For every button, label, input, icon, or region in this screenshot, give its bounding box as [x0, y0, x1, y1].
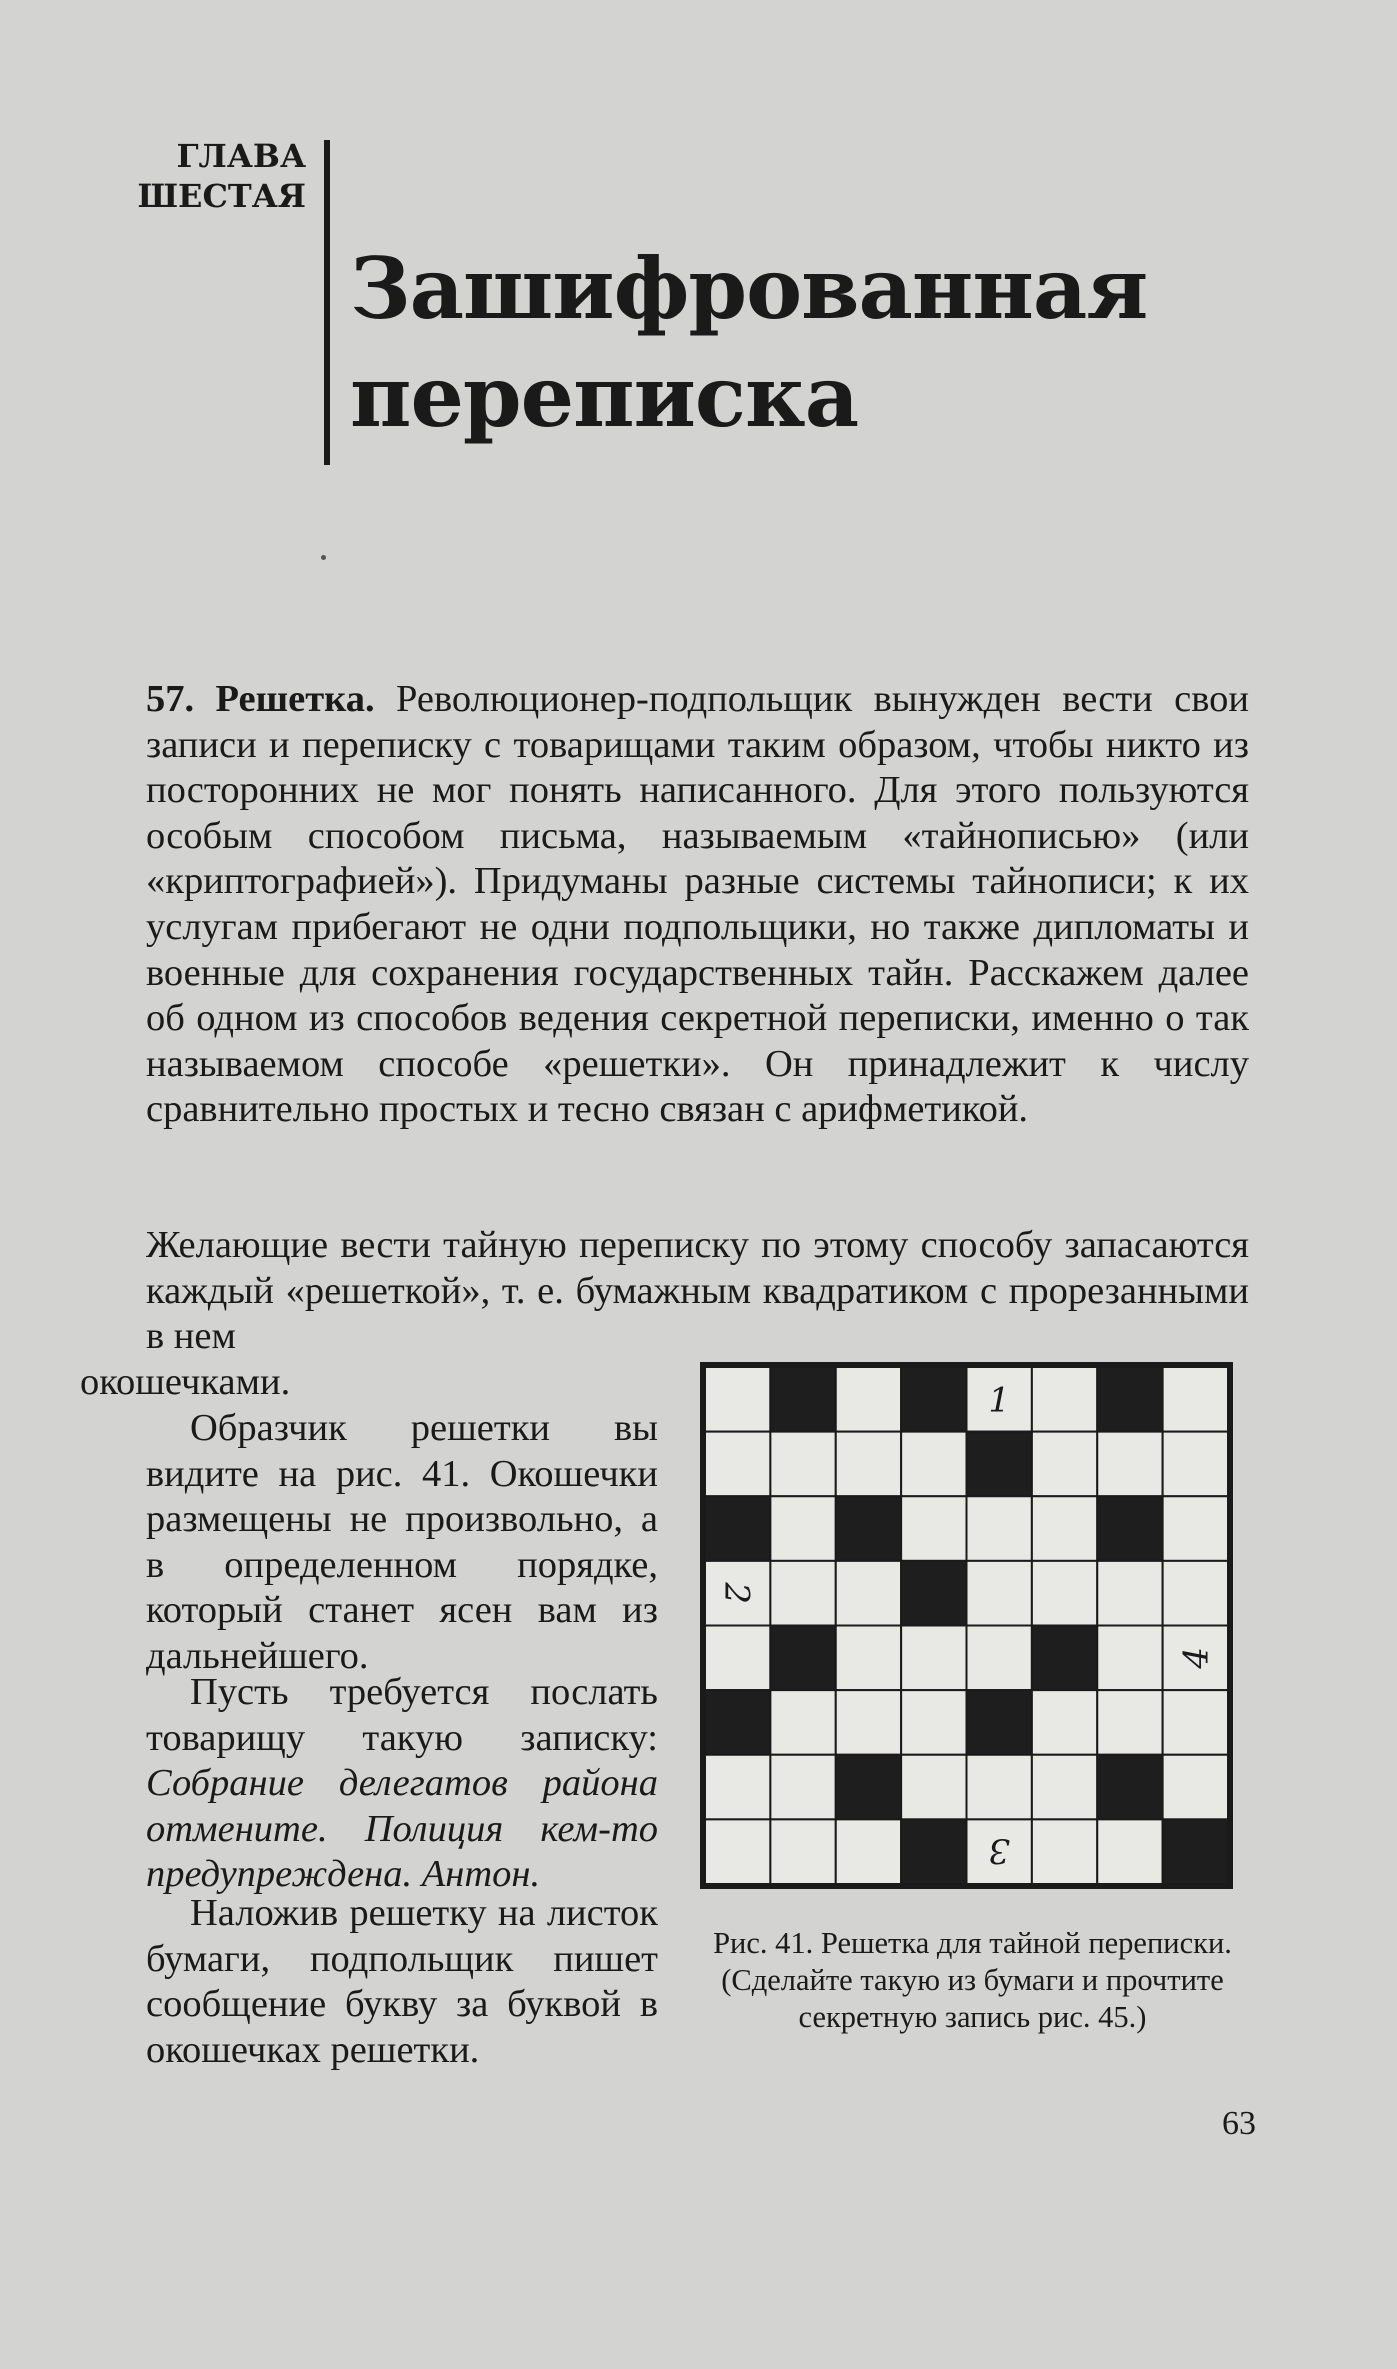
grid-cell-light: [705, 1432, 770, 1497]
chapter-label: [136, 136, 306, 216]
grid-cell-light: [1032, 1690, 1097, 1755]
grid-cell-dark: [770, 1367, 835, 1432]
grid-cell-light: [1163, 1690, 1228, 1755]
grid-cell-dark: [1097, 1367, 1162, 1432]
grid-cell-light: [967, 1496, 1032, 1561]
grid-label-2: 2: [716, 1582, 757, 1605]
grid-cell-dark: [901, 1561, 966, 1626]
paragraph-3: [146, 1406, 658, 1680]
grid-cell-light: [1097, 1561, 1162, 1626]
grid-cell-light: [836, 1432, 901, 1497]
paragraph-4-lead: Пусть требуется послать товарищу такую записку:: [146, 1671, 658, 1759]
grid-cell-light: [1032, 1561, 1097, 1626]
cipher-grid-figure: [700, 1362, 1233, 1889]
grid-cell-dark: [1097, 1755, 1162, 1820]
paragraph-4: [146, 1670, 658, 1898]
figure-caption: Рис. 41. Решетка для тайной переписки. (Сделайте такую из бумаги и прочтите секретную запись рис. 45.): [713, 1926, 1232, 2034]
section-heading: Решетка.: [215, 678, 375, 720]
paragraph-1: [146, 677, 1249, 1133]
grid-cell-light: [770, 1819, 835, 1884]
page-number: 63: [1222, 2105, 1256, 2142]
cipher-grid: [705, 1367, 1228, 1884]
grid-cell-light: [901, 1496, 966, 1561]
grid-cell-light: [901, 1432, 966, 1497]
grid-cell-light: [901, 1626, 966, 1691]
grid-cell-light: [1032, 1819, 1097, 1884]
grid-cell-light: [901, 1690, 966, 1755]
grid-cell-dark: [1032, 1626, 1097, 1691]
grid-cell-dark: [967, 1432, 1032, 1497]
grid-cell-light: [901, 1755, 966, 1820]
grid-cell-dark: [836, 1755, 901, 1820]
grid-cell-light: [1097, 1819, 1162, 1884]
paragraph-2-tail: окошечками.: [80, 1361, 291, 1403]
grid-cell-light: [1032, 1367, 1097, 1432]
grid-cell-light: [836, 1690, 901, 1755]
grid-label-1: 1: [988, 1380, 1011, 1421]
chapter-label-line2: ШЕСТАЯ: [137, 177, 306, 215]
grid-label-4: 4: [1176, 1646, 1217, 1669]
chapter-title: [350, 235, 1148, 451]
grid-cell-light: [1032, 1496, 1097, 1561]
grid-cell-dark: [901, 1819, 966, 1884]
grid-cell-light: [1163, 1755, 1228, 1820]
grid-cell-light: [836, 1626, 901, 1691]
grid-cell-light: [770, 1496, 835, 1561]
grid-cell-light: [770, 1432, 835, 1497]
paragraph-5: [146, 1891, 658, 2073]
grid-cell-dark: [967, 1690, 1032, 1755]
chapter-title-line2: переписка: [350, 347, 859, 446]
grid-cell-dark: [705, 1690, 770, 1755]
section-number: 57.: [146, 678, 195, 720]
grid-cell-light: [836, 1819, 901, 1884]
paragraph-1-text: Революционер-подпольщик вынужден вести свои записи и переписку с товарищами таким образом, чтобы никто из посторонних не мог понять написанного. Для этого пользуются особым способом письма, называемым «тайнописью» (или «криптографией»). Придуманы разные системы тайнописи; к их услугам прибегают не одни подпольщики, но также дипломаты и военные для сохранения государственных тайн. Расскажем далее об одном из способов ведения секретной переписки, именно о так называемом способе «решетки». Он принадлежит к числу сравнительно простых и тесно связан с арифметикой.: [146, 678, 1250, 1131]
grid-cell-dark: [1163, 1819, 1228, 1884]
grid-cell-light: [770, 1755, 835, 1820]
grid-cell-light: [1163, 1367, 1228, 1432]
grid-cell-dark: [770, 1626, 835, 1691]
grid-cell-light: [836, 1367, 901, 1432]
paragraph-5-text: Наложив решетку на листок бумаги, подпольщик пишет сообщение букву за буквой в окошечках решетки.: [146, 1892, 658, 2071]
grid-label-3: 3: [988, 1830, 1011, 1871]
grid-cell-light: [770, 1690, 835, 1755]
grid-cell-light: [705, 1755, 770, 1820]
grid-cell-light: [705, 1819, 770, 1884]
grid-cell-light: [967, 1626, 1032, 1691]
print-speck: [321, 555, 326, 560]
grid-cell-light: [705, 1626, 770, 1691]
paragraph-3-text: Образчик решетки вы видите на рис. 41. Окошечки размещены не произвольно, а в определенном порядке, который станет ясен вам из дальнейшего.: [146, 1407, 658, 1677]
grid-cell-light: [770, 1561, 835, 1626]
paragraph-2: [146, 1223, 1249, 1360]
grid-cell-light: [705, 1367, 770, 1432]
grid-cell-light: [1032, 1755, 1097, 1820]
secret-note: Собрание делегатов района отмените. Полиция кем-то предупреждена. Антон.: [146, 1762, 658, 1896]
grid-cell-light: [1032, 1432, 1097, 1497]
grid-cell-dark: [1097, 1496, 1162, 1561]
chapter-label-line1: ГЛАВА: [176, 137, 306, 175]
grid-cell-light: [1163, 1496, 1228, 1561]
grid-cell-dark: [705, 1496, 770, 1561]
grid-cell-light: [836, 1561, 901, 1626]
chapter-title-line1: Зашифрованная: [350, 239, 1148, 338]
grid-cell-light: [1097, 1626, 1162, 1691]
grid-cell-light: [967, 1561, 1032, 1626]
grid-cell-dark: [836, 1496, 901, 1561]
grid-cell-light: [1097, 1690, 1162, 1755]
grid-cell-light: [967, 1755, 1032, 1820]
chapter-divider: [324, 140, 330, 465]
grid-cell-dark: [901, 1367, 966, 1432]
grid-cell-light: [1163, 1432, 1228, 1497]
grid-cell-light: [1097, 1432, 1162, 1497]
paragraph-2-text: Желающие вести тайную переписку по этому способу запасаются каждый «решеткой», т. е. бумажным квадратиком с прорезанными в нем: [146, 1224, 1249, 1358]
grid-cell-light: [1163, 1561, 1228, 1626]
